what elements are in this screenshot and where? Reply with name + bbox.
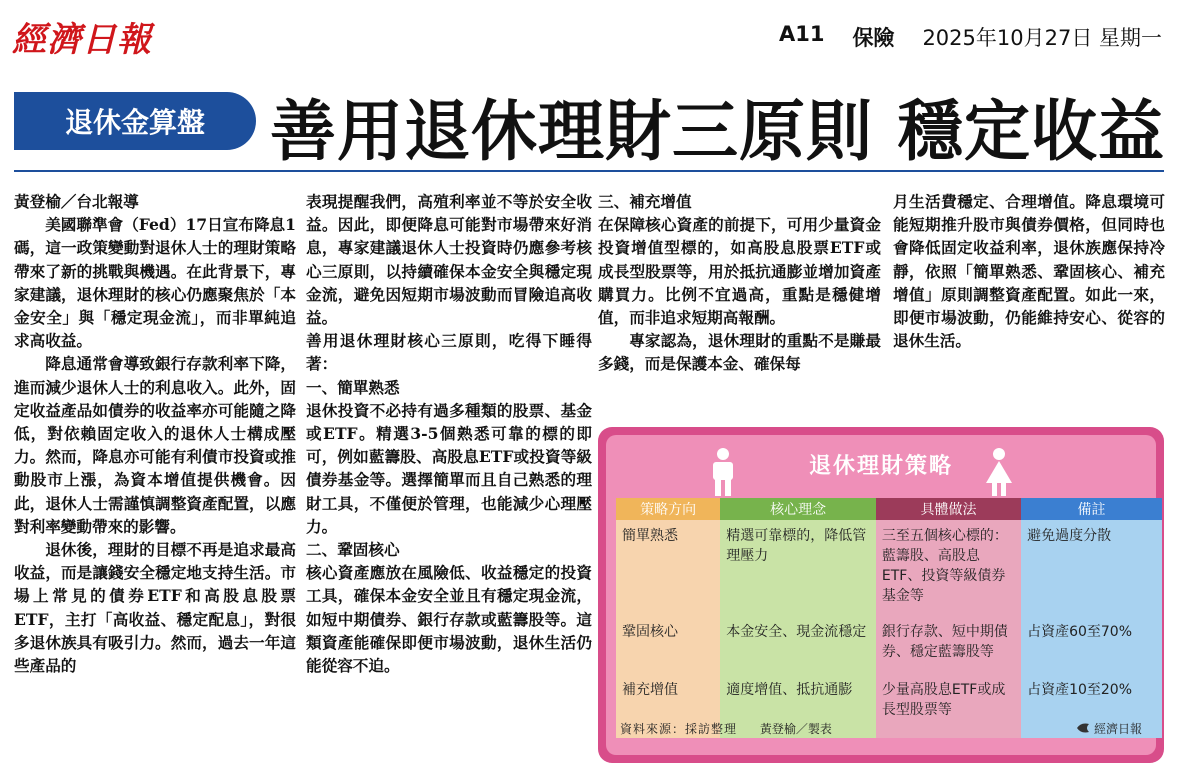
paragraph: 美國聯準會（Fed）17日宣布降息1碼，這一政策變動對退休人士的理財策略帶來了新的挑戰與機遇。在此背景下，專家建議，退休理財的核心仍應聚焦於「本金安全」與「穩定現金流」，而非單純追求高收益。 — [14, 215, 296, 351]
woman-figure-icon — [982, 447, 1016, 497]
table-cell: 鞏固核心 — [616, 616, 720, 674]
source-credit — [620, 720, 832, 737]
table-header: 備註 — [1021, 498, 1162, 520]
paragraph: 降息通常會導致銀行存款利率下降，進而減少退休人士的利息收入。此外，固定收益產品如債券的收益率亦可能隨之降低，對依賴固定收入的退休人士構成壓力。然而，降息亦可能有利債市投資或推動股市上漲，為資本增值提供機會。因此，退休人士需謹慎調整資產配置，以應對利率變動帶來的影響。 — [14, 354, 296, 536]
article-column-4 — [893, 190, 1165, 352]
column-tag: 退休金算盤 — [14, 92, 256, 150]
paragraph: 月生活費穩定、合理增值。降息環境可能短期推升股市與債券價格，但同時也會降低固定收益利率，退休族應保持冷靜，依照「簡單熟悉、鞏固核心、補充增值」原則調整資產配置。如此一來，即便市場波動，仍能維持安心、從容的退休生活。 — [893, 192, 1165, 351]
source-label: 資料來源：採訪整理 — [620, 721, 738, 736]
table-cell: 簡單熟悉 — [616, 520, 720, 616]
infographic-title: 退休理財策略 — [808, 454, 953, 479]
strategy-infographic — [598, 427, 1164, 763]
publish-date: 2025年10月27日 星期一 — [922, 26, 1162, 50]
table-cell: 本金安全、現金流穩定 — [720, 616, 876, 674]
infographic-panel — [606, 435, 1156, 755]
infographic-footer — [620, 717, 1142, 739]
table-row — [616, 616, 1162, 674]
table-header: 策略方向 — [616, 498, 720, 520]
paragraph: 善用退休理財核心三原則，吃得下睡得著： — [306, 331, 592, 374]
subheading: 二、鞏固核心 — [306, 540, 400, 560]
page-meta — [779, 22, 1162, 52]
table-cell: 精選可靠標的，降低管理壓力 — [720, 520, 876, 616]
paragraph: 核心資產應放在風險低、收益穩定的投資工具，確保本金安全並且有穩定現金流，如短中期債券、銀行存款或藍籌股等。這類資產能確保即便市場波動，退休生活仍能從容不迫。 — [306, 563, 592, 676]
brand-icon — [1076, 722, 1090, 734]
headline: 善用退休理財三原則 穩定收益 — [270, 93, 1165, 170]
newspaper-logo: 經濟日報 — [12, 20, 152, 60]
paragraph: 在保障核心資產的前提下，可用少量資金投資增值型標的，如高股息股票ETF或成長型股票等，用於抵抗通膨並增加資產購買力。比例不宜過高，重點是穩健增值，而非追求短期高報酬。 — [598, 215, 881, 328]
paragraph: 退休投資不必持有過多種類的股票、基金或ETF。精選3-5個熟悉可靠的標的即可，例如藍籌股、高股息ETF或投資等級債券基金等。選擇簡單而且自己熟悉的理財工具，不僅便於管理，也能減少心理壓力。 — [306, 400, 592, 536]
table-row — [616, 520, 1162, 616]
section-name: 保險 — [852, 26, 895, 50]
brand-mark — [1076, 720, 1142, 737]
article-column-2 — [306, 190, 592, 677]
table-cell: 避免過度分散 — [1021, 520, 1162, 616]
table-cell: 占資產60至70% — [1021, 616, 1162, 674]
paragraph: 專家認為，退休理財的重點不是賺最多錢，而是保護本金、確保每 — [598, 331, 881, 374]
brand-name: 經濟日報 — [1093, 721, 1142, 736]
paragraph: 退休後，理財的目標不再是追求最高收益，而是讓錢安全穩定地支持生活。市場上常見的債券ETF和高股息股票ETF，主打「高收益、穩定配息」，對很多退休族具有吸引力。然而，過去一年這些產品的 — [14, 540, 296, 676]
table-cell: 銀行存款、短中期債券、穩定藍籌股等 — [876, 616, 1021, 674]
byline: 黃登榆／台北報導 — [14, 192, 139, 211]
article-column-1 — [14, 190, 296, 677]
divider — [14, 170, 1164, 172]
table-header: 核心理念 — [720, 498, 876, 520]
table-header: 具體做法 — [876, 498, 1021, 520]
table-cell: 占資產10至20% — [1021, 674, 1162, 738]
paragraph: 表現提醒我們，高殖利率並不等於安全收益。因此，即便降息可能對市場帶來好消息，專家建議退休人士投資時仍應參考核心三原則，以持續確保本金安全與穩定現金流，避免因短期市場波動而冒險追高收益。 — [306, 192, 592, 328]
subheading: 三、補充增值 — [598, 192, 692, 211]
table-cell: 三至五個核心標的：藍籌股、高股息ETF、投資等級債券基金等 — [876, 520, 1021, 616]
maker-credit: 黃登榆／製表 — [759, 721, 832, 736]
subheading: 一、簡單熟悉 — [306, 377, 400, 397]
table-cell: 適度增值、抵抗通膨 — [720, 674, 876, 738]
table-cell: 補充增值 — [616, 674, 720, 738]
strategy-table — [616, 498, 1162, 738]
table-cell: 少量高股息ETF或成長型股票等 — [876, 674, 1021, 738]
page-number: A11 — [778, 22, 825, 46]
article-column-3 — [598, 190, 881, 376]
